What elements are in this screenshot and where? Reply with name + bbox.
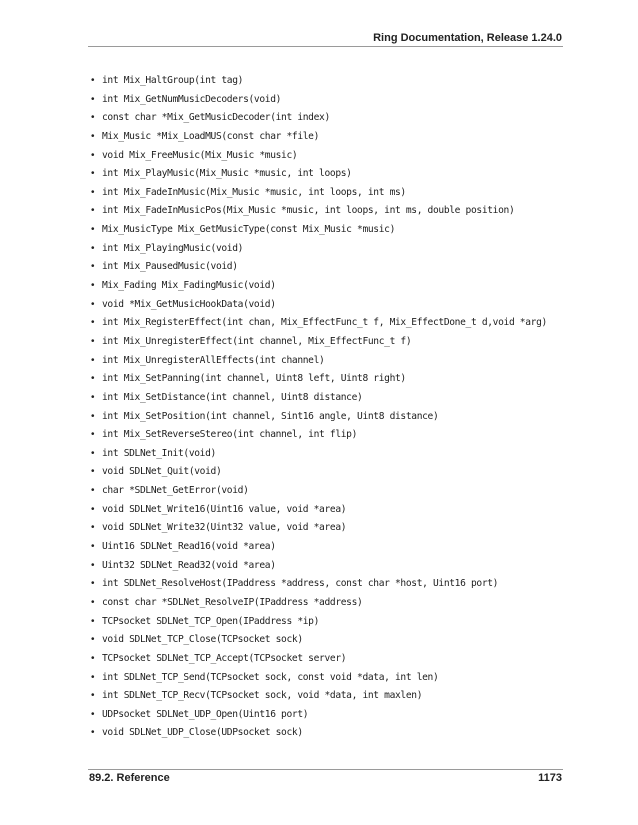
list-item: • Mix_Music *Mix_LoadMUS(const char *file) bbox=[91, 128, 547, 147]
list-item: • int Mix_FadeInMusic(Mix_Music *music, int loops, int ms) bbox=[91, 184, 547, 203]
function-list bbox=[91, 72, 547, 743]
list-item: • int SDLNet_TCP_Send(TCPsocket sock, const void *data, int len) bbox=[91, 669, 547, 688]
list-item: • void Mix_FreeMusic(Mix_Music *music) bbox=[91, 147, 547, 166]
list-item: • int Mix_RegisterEffect(int chan, Mix_EffectFunc_t f, Mix_EffectDone_t d,void *arg) bbox=[91, 314, 547, 333]
list-item: • void SDLNet_Quit(void) bbox=[91, 463, 547, 482]
list-item: • char *SDLNet_GetError(void) bbox=[91, 482, 547, 501]
footer-divider bbox=[88, 769, 563, 770]
list-item: • int SDLNet_Init(void) bbox=[91, 445, 547, 464]
header-divider bbox=[88, 46, 563, 47]
list-item: • Uint32 SDLNet_Read32(void *area) bbox=[91, 557, 547, 576]
list-item: • const char *Mix_GetMusicDecoder(int index) bbox=[91, 109, 547, 128]
list-item: • int Mix_SetReverseStereo(int channel, int flip) bbox=[91, 426, 547, 445]
list-item: • UDPsocket SDLNet_UDP_Open(Uint16 port) bbox=[91, 706, 547, 725]
list-item: • int Mix_SetPanning(int channel, Uint8 left, Uint8 right) bbox=[91, 370, 547, 389]
list-item: • void SDLNet_Write16(Uint16 value, void *area) bbox=[91, 501, 547, 520]
list-item: • int Mix_FadeInMusicPos(Mix_Music *music, int loops, int ms, double position) bbox=[91, 202, 547, 221]
header-title: Ring Documentation, Release 1.24.0 bbox=[373, 32, 562, 44]
list-item: • void SDLNet_Write32(Uint32 value, void *area) bbox=[91, 519, 547, 538]
list-item: • void SDLNet_TCP_Close(TCPsocket sock) bbox=[91, 631, 547, 650]
list-item: • int Mix_PausedMusic(void) bbox=[91, 258, 547, 277]
list-item: • int Mix_GetNumMusicDecoders(void) bbox=[91, 91, 547, 110]
list-item: • const char *SDLNet_ResolveIP(IPaddress *address) bbox=[91, 594, 547, 613]
footer-section: 89.2. Reference bbox=[89, 772, 170, 784]
list-item: • int Mix_PlayMusic(Mix_Music *music, int loops) bbox=[91, 165, 547, 184]
list-item: • int Mix_UnregisterEffect(int channel, Mix_EffectFunc_t f) bbox=[91, 333, 547, 352]
list-item: • int Mix_SetDistance(int channel, Uint8 distance) bbox=[91, 389, 547, 408]
list-item: • void SDLNet_UDP_Close(UDPsocket sock) bbox=[91, 724, 547, 743]
list-item: • TCPsocket SDLNet_TCP_Open(IPaddress *ip) bbox=[91, 613, 547, 632]
list-item: • int Mix_HaltGroup(int tag) bbox=[91, 72, 547, 91]
list-item: • Mix_MusicType Mix_GetMusicType(const Mix_Music *music) bbox=[91, 221, 547, 240]
list-item: • int Mix_SetPosition(int channel, Sint16 angle, Uint8 distance) bbox=[91, 408, 547, 427]
list-item: • void *Mix_GetMusicHookData(void) bbox=[91, 296, 547, 315]
list-item: • Mix_Fading Mix_FadingMusic(void) bbox=[91, 277, 547, 296]
list-item: • int SDLNet_ResolveHost(IPaddress *address, const char *host, Uint16 port) bbox=[91, 575, 547, 594]
list-item: • Uint16 SDLNet_Read16(void *area) bbox=[91, 538, 547, 557]
list-item: • int Mix_PlayingMusic(void) bbox=[91, 240, 547, 259]
list-item: • int SDLNet_TCP_Recv(TCPsocket sock, void *data, int maxlen) bbox=[91, 687, 547, 706]
footer-page-number: 1173 bbox=[538, 772, 562, 784]
list-item: • int Mix_UnregisterAllEffects(int channel) bbox=[91, 352, 547, 371]
list-item: • TCPsocket SDLNet_TCP_Accept(TCPsocket server) bbox=[91, 650, 547, 669]
